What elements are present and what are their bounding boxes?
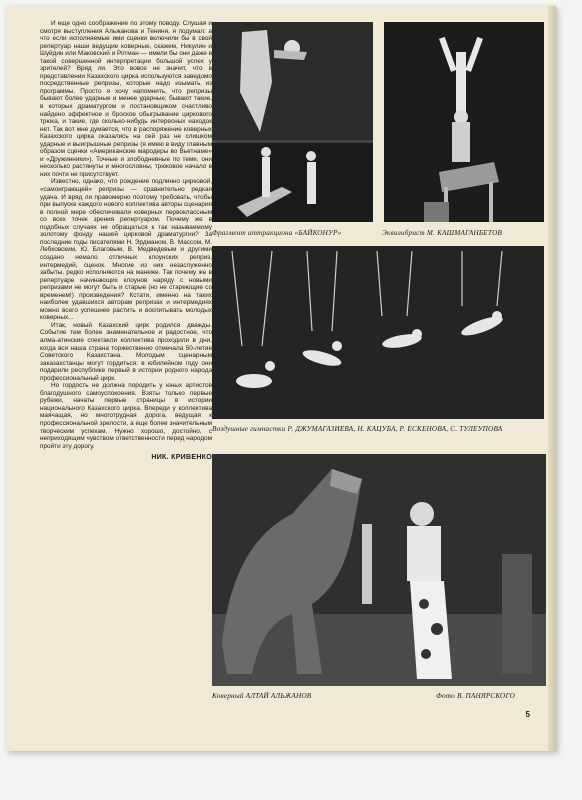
photo-clown — [212, 454, 546, 686]
article-column — [40, 20, 212, 462]
page-number: 5 — [525, 710, 530, 719]
caption-gymnasts: Воздушные гимнастки Р. ДЖУМАГАЗИЕВА, Н. КАЦУБА, Р. ЕСКЕНОВА, С. ТУЛЕУПОВА — [212, 425, 503, 433]
caption-baikonur: Фрагмент аттракциона «БАЙКОНУР» — [212, 229, 342, 237]
caption-equilibrist: Эквилибрист М. КАШМАГАНБЕТОВ — [382, 229, 503, 237]
caption-photo-credit: Фото В. ПАНЯРСКОГО — [436, 692, 516, 700]
magazine-page — [6, 6, 556, 751]
photo-gymnasts — [212, 246, 544, 419]
article-paragraph: Известно, однако, что рождение подлинно цирковой, «самоиграющей» репризы — сравнительно редкая удача. И вряд ли правомерно поэтому требовать, чтобы при выпуске каждого нового коллектива авторы сценария в полной мере обеспечивали коверных первоклассным со всех точек зрения репертуаром. Почему же в подобных случаях не обращаться к так называемому золотому фонду нашей цирковой драматургии? За последние годы писателями Н. Эрдманом, В. Массом, М. Лебковским, Ю. Благовым, В. Медведевым и другими создано немало отличных клоунских реприз, интермедий, сценок. Многие из них незаслуженно забыты, редко исполняются на манеже. Так почему же в репертуаре начинающих клоунов наряду с новыми репризами не могут быть и старые (но не стареющие со временем!) произведения? Кстати, именно на таких наиболее удавшихся авторам репризах и интермедиях можно всего успешнее растить и воспитывать молодых коверных... — [40, 178, 212, 322]
article-paragraph: Итак, новый Казахский цирк родился дважды. Событие тем более знаменательное и радостное, что алма-атинские спектакли коллектива проходили в дни, когда вся наша страна торжественно отмечала 50-летие Советского Казахстана. Молодым сценарным заказахстанцы могут гордиться: в юбилейном году они подарили республике первый в истории родного народа профессиональный цирк. — [40, 321, 212, 382]
article-author: НИК. КРИВЕНКО — [151, 454, 212, 462]
article-paragraph: И еще одно соображение по этому поводу. Слушая и смотря выступления Альжанова и Тениня, я подумал: а что если исполняемые ими сценки включили бы в свой репертуар наши ведущие коверные, скажем, Никулин и Шуйдин или Маковский и Ротман — имели бы они даже в такой совершенной интерпретации большой успех у зрителей? Вряд ли. Это вовсе не значит, что в представлении Казахского цирка используются заведомо посредственные репризы, которые надо изымать из программы. Просто я хочу напомнить, что репризы бывают более ударные и менее ударные; бывают такие, в которых драматургом и постановщиком счастливо найдено эффектное и броское обыгрывание циркового трюка, и такие, где сколько-нибудь интересных находок нет. Так вот мне думается, что в распоряжение коверных Казахского цирка оказались на сей раз не слишком ударные и выигрышные репризы (я имею в виду главным образом сценки «Американские мародеры во Вьетнаме» и «Дружинники»). Точные и злободневные по теме, они несколько растянуты и многословны, трюковое начало в них почти не присутствует. — [40, 20, 212, 178]
page-edge — [548, 6, 556, 751]
caption-clown: Коверный АЛТАЙ АЛЬЖАНОВ — [212, 692, 312, 700]
photo-baikonur — [212, 22, 373, 222]
article-paragraph: Но гордость не должна породить у юных артистов благодушного самоуспокоения. Взяты только первые рубежи, начаты первые страницы в истории национального Казахского цирка. Впереди у коллектива маячащая, но многотрудная дорога, ведущая к профессиональной зрелости, а еще более значительным творческим успехам. Нужно хорошо, достойно, с неприходящим чувством ответственности перед народом пройти эту дорогу. — [40, 382, 212, 450]
photo-equilibrist — [384, 22, 544, 222]
